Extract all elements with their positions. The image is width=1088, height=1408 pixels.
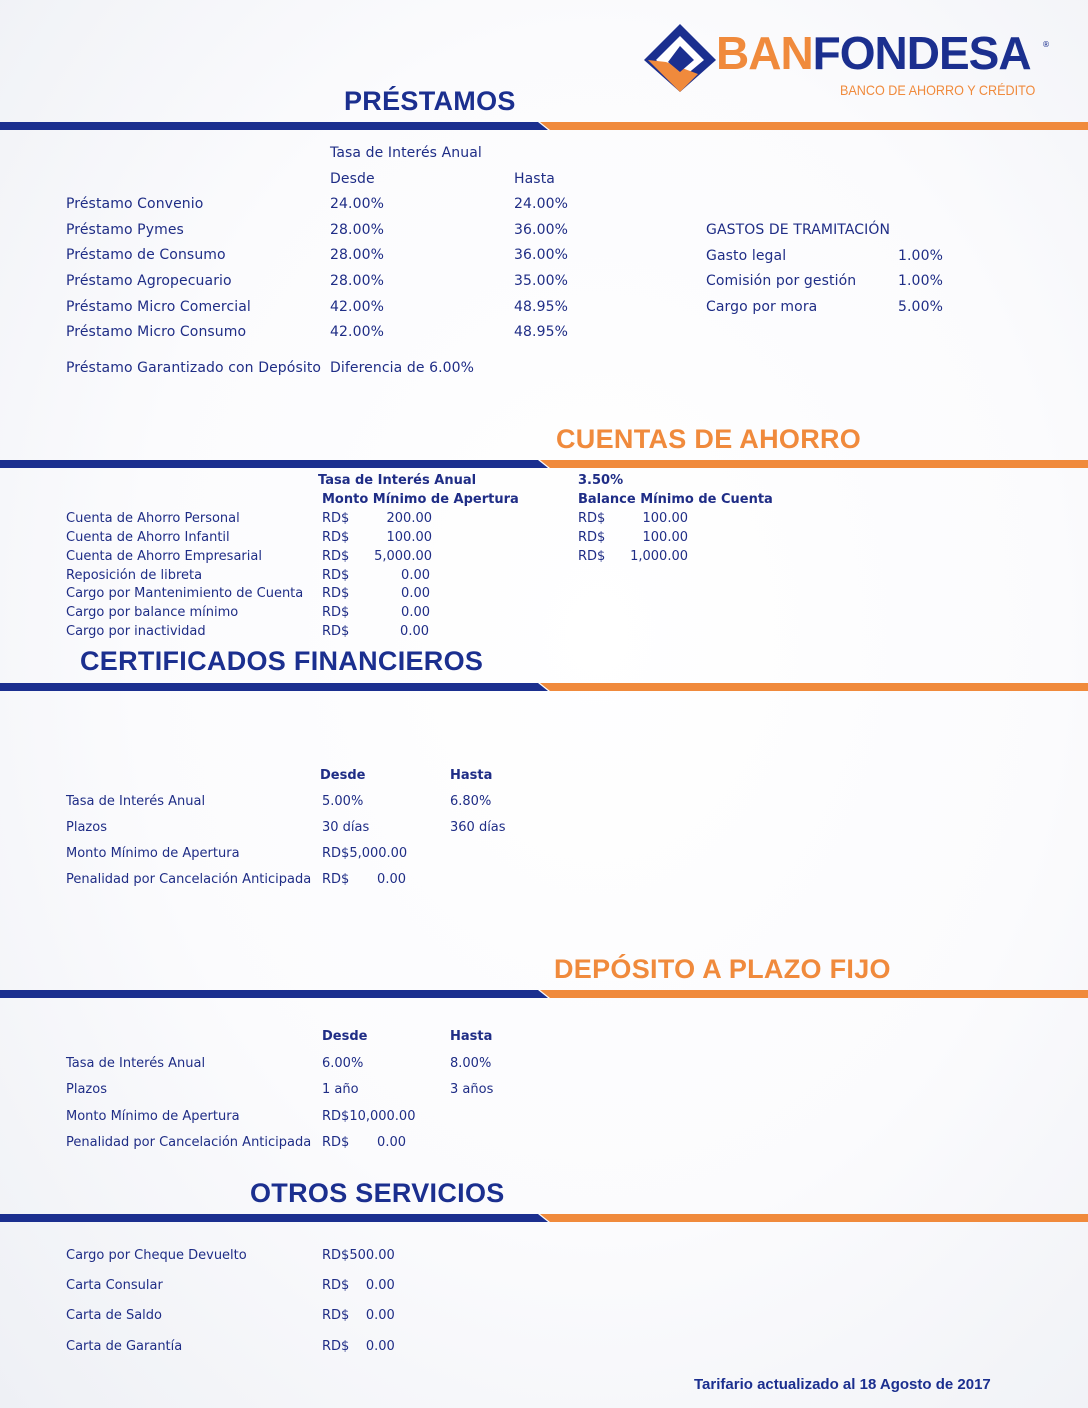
loan-label: Préstamo Convenio <box>66 196 204 212</box>
section-divider <box>0 683 1088 691</box>
service-value: RD$ 0.00 <box>322 1339 395 1354</box>
savings-currency: RD$ <box>322 605 350 620</box>
section-divider <box>0 990 1088 998</box>
savings-rate-value: 3.50% <box>578 473 624 488</box>
col-desde: Desde <box>330 171 375 187</box>
service-value: RD$ 0.00 <box>322 1278 395 1293</box>
savings-balance-amount: 1,000.00 <box>630 549 688 564</box>
deposit-label: Monto Mínimo de Apertura <box>66 1109 240 1124</box>
service-label: Carta Consular <box>66 1278 163 1293</box>
fee-label: Cargo por mora <box>706 299 818 315</box>
certificate-label: Plazos <box>66 820 107 835</box>
logo-registered: ® <box>1042 40 1050 49</box>
savings-label: Cargo por Mantenimiento de Cuenta <box>66 586 304 601</box>
savings-currency: RD$ <box>322 530 350 545</box>
certificate-from: RD$5,000.00 <box>322 846 408 861</box>
col-hasta: Hasta <box>450 768 493 783</box>
savings-currency: RD$ <box>322 586 350 601</box>
deposit-to: 8.00% <box>450 1056 492 1071</box>
footer-note: Tarifario actualizado al 18 Agosto de 2017 <box>694 1376 991 1393</box>
service-label: Carta de Garantía <box>66 1339 183 1354</box>
loan-to: 48.95% <box>514 324 568 340</box>
certificate-label: Tasa de Interés Anual <box>66 794 206 809</box>
guaranteed-loan-value: Diferencia de 6.00% <box>330 360 475 376</box>
loan-label: Préstamo de Consumo <box>66 247 226 263</box>
section-title-ahorro: CUENTAS DE AHORRO <box>556 424 862 454</box>
savings-open-amount: 0.00 <box>401 586 430 601</box>
deposit-from: 1 año <box>322 1082 359 1097</box>
loan-label: Préstamo Pymes <box>66 222 184 238</box>
loan-label: Préstamo Agropecuario <box>66 273 232 289</box>
section-divider <box>0 460 1088 468</box>
deposit-label: Tasa de Interés Anual <box>66 1056 206 1071</box>
loan-from: 24.00% <box>330 196 384 212</box>
loan-from: 28.00% <box>330 222 384 238</box>
savings-label: Cuenta de Ahorro Infantil <box>66 530 230 545</box>
rate-header: Tasa de Interés Anual <box>330 145 482 161</box>
savings-open-amount: 0.00 <box>400 624 429 639</box>
savings-open-amount: 100.00 <box>386 530 432 545</box>
savings-open-amount: 5,000.00 <box>374 549 432 564</box>
col-hasta: Hasta <box>450 1029 493 1044</box>
certificate-from: 5.00% <box>322 794 364 809</box>
savings-label: Cargo por balance mínimo <box>66 605 239 620</box>
deposit-penalty-value: 0.00 <box>377 1135 406 1150</box>
fee-value: 5.00% <box>898 299 943 315</box>
certificate-label: Monto Mínimo de Apertura <box>66 846 240 861</box>
certificate-penalty-label: Penalidad por Cancelación Anticipada <box>66 872 312 887</box>
savings-currency: RD$ <box>322 511 350 526</box>
loan-to: 48.95% <box>514 299 568 315</box>
certificate-penalty-currency: RD$ <box>322 872 350 887</box>
loan-from: 28.00% <box>330 273 384 289</box>
savings-open-amount: 0.00 <box>401 605 430 620</box>
savings-label: Cargo por inactividad <box>66 624 206 639</box>
savings-rate-label: Tasa de Interés Anual <box>318 473 477 488</box>
deposit-from: 6.00% <box>322 1056 364 1071</box>
savings-currency: RD$ <box>578 530 606 545</box>
certificate-penalty-value: 0.00 <box>377 872 406 887</box>
deposit-label: Plazos <box>66 1082 107 1097</box>
savings-balance-amount: 100.00 <box>642 530 688 545</box>
fee-value: 1.00% <box>898 248 943 264</box>
section-title-certificados: CERTIFICADOS FINANCIEROS <box>80 646 484 676</box>
loan-from: 28.00% <box>330 247 384 263</box>
section-title-prestamos: PRÉSTAMOS <box>344 86 516 116</box>
logo-text-fondesa: FONDESA <box>812 27 1031 79</box>
savings-label: Cuenta de Ahorro Personal <box>66 511 240 526</box>
savings-balance-amount: 100.00 <box>642 511 688 526</box>
savings-open-amount: 200.00 <box>386 511 432 526</box>
deposit-to: 3 años <box>450 1082 494 1097</box>
section-title-otros: OTROS SERVICIOS <box>250 1178 505 1208</box>
section-divider <box>0 1214 1088 1222</box>
loan-label: Préstamo Micro Consumo <box>66 324 247 340</box>
loan-to: 35.00% <box>514 273 568 289</box>
col-hasta: Hasta <box>514 171 555 187</box>
service-value: RD$ 0.00 <box>322 1308 395 1323</box>
savings-currency: RD$ <box>578 511 606 526</box>
col-desde: Desde <box>320 768 366 783</box>
loan-to: 24.00% <box>514 196 568 212</box>
deposit-from: RD$10,000.00 <box>322 1109 416 1124</box>
loan-from: 42.00% <box>330 299 384 315</box>
loan-to: 36.00% <box>514 222 568 238</box>
logo-text-ban: BAN <box>716 27 813 79</box>
bank-logo <box>640 22 1060 102</box>
fee-label: Comisión por gestión <box>706 273 857 289</box>
deposit-penalty-currency: RD$ <box>322 1135 350 1150</box>
fee-value: 1.00% <box>898 273 943 289</box>
savings-open-amount: 0.00 <box>401 568 430 583</box>
savings-currency: RD$ <box>578 549 606 564</box>
loan-to: 36.00% <box>514 247 568 263</box>
guaranteed-loan-label: Préstamo Garantizado con Depósito <box>66 360 322 376</box>
loan-from: 42.00% <box>330 324 384 340</box>
deposit-penalty-label: Penalidad por Cancelación Anticipada <box>66 1135 312 1150</box>
loan-label: Préstamo Micro Comercial <box>66 299 251 315</box>
col-min-opening: Monto Mínimo de Apertura <box>322 492 519 507</box>
fees-title: GASTOS DE TRAMITACIÓN <box>706 222 891 238</box>
service-label: Carta de Saldo <box>66 1308 163 1323</box>
col-min-balance: Balance Mínimo de Cuenta <box>578 492 773 507</box>
certificate-to: 360 días <box>450 820 506 835</box>
service-value: RD$500.00 <box>322 1248 395 1263</box>
section-title-plazo-fijo: DEPÓSITO A PLAZO FIJO <box>554 954 891 984</box>
section-divider <box>0 122 1088 130</box>
logo-mark-icon <box>642 22 718 92</box>
savings-currency: RD$ <box>322 624 350 639</box>
fee-label: Gasto legal <box>706 248 787 264</box>
savings-label: Cuenta de Ahorro Empresarial <box>66 549 262 564</box>
col-desde: Desde <box>322 1029 368 1044</box>
savings-label: Reposición de libreta <box>66 568 203 583</box>
service-label: Cargo por Cheque Devuelto <box>66 1248 247 1263</box>
certificate-to: 6.80% <box>450 794 492 809</box>
savings-currency: RD$ <box>322 549 350 564</box>
certificate-from: 30 días <box>322 820 370 835</box>
savings-currency: RD$ <box>322 568 350 583</box>
logo-tagline: BANCO DE AHORRO Y CRÉDITO <box>840 82 1036 98</box>
